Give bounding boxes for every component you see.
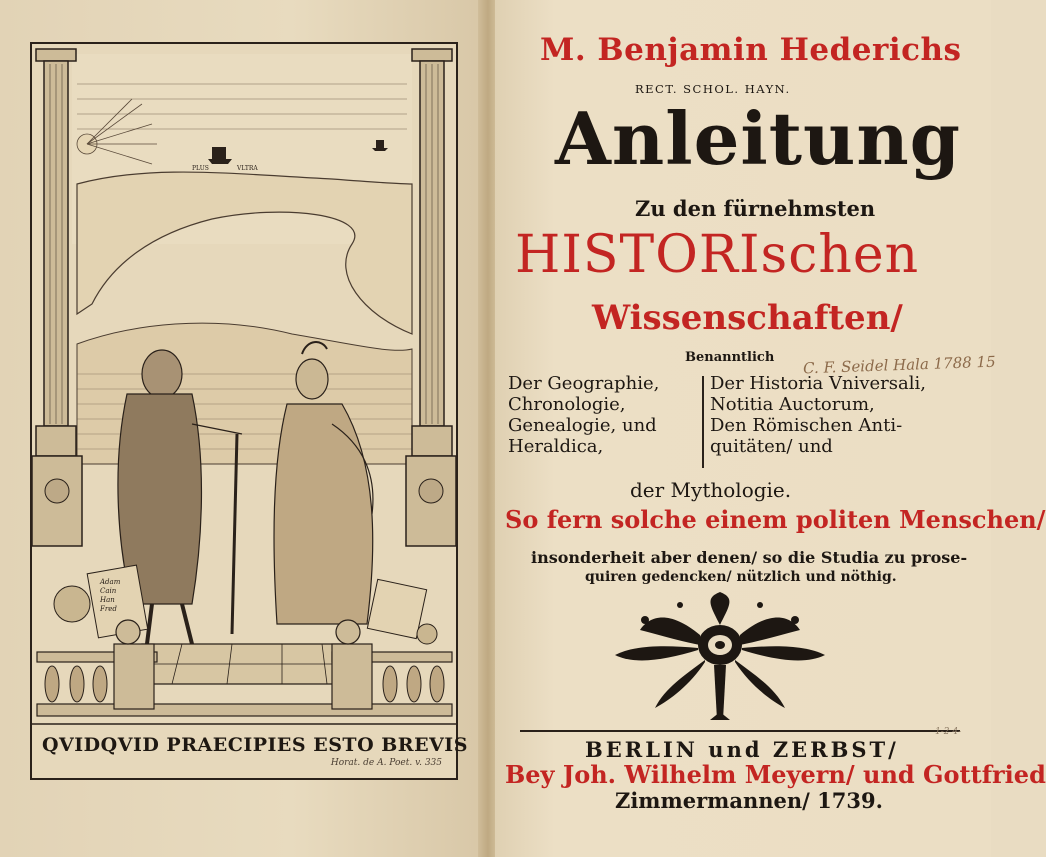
so-fern-line: So fern solche einem politen Menschen/	[505, 505, 1046, 534]
author-name: M. Benjamin Hederichs	[540, 32, 962, 68]
map-label-plus: PLUS	[192, 165, 209, 172]
engraver-signature: Horat. de A. Poet. v. 335	[330, 758, 442, 768]
author-title: RECT. SCHOL. HAYN.	[635, 82, 791, 96]
subject-item: Notitia Auctorum,	[710, 394, 875, 415]
benanntlich-label: Benanntlich	[685, 350, 775, 365]
subtitle-line-zu: Zu den fürnehmsten	[635, 196, 876, 221]
subjects-right-column	[710, 373, 926, 457]
subject-item: Heraldica,	[508, 436, 604, 457]
main-title: Anleitung	[555, 96, 962, 181]
mythologie-line: der Mythologie.	[630, 478, 792, 502]
imprint-printer: Bey Joh. Wilhelm Meyern/ und Gottfried	[505, 760, 1046, 789]
book-inscription-line: Cain	[100, 587, 117, 595]
lion-mask-icon	[45, 479, 69, 503]
insonderheit-line: insonderheit aber denen/ so die Studia zu prose-	[531, 548, 968, 567]
subjects-left-column	[508, 373, 659, 457]
floral-ornament-icon	[610, 590, 830, 725]
column-divider	[702, 376, 704, 468]
quiren-line: quiren gedencken/ nützlich und nöthig.	[585, 569, 897, 585]
subtitle-wissenschaften: Wissenschaften/	[592, 298, 903, 338]
imprint-year: Zimmermannen/ 1739.	[615, 788, 883, 813]
subject-item: Genealogie, und	[508, 415, 657, 436]
engraving-illustration	[32, 44, 468, 778]
imprint-rule	[520, 730, 960, 732]
pencil-mark: 1-2 4-	[935, 727, 962, 737]
book-inscription-line: Adam	[100, 578, 121, 586]
book-inscription-line: Fred	[100, 605, 117, 613]
map-label-ultra: VLTRA	[237, 165, 258, 172]
title-page	[495, 0, 1046, 857]
frontispiece-motto: QVIDQVID PRAECIPIES ESTO BREVIS	[42, 734, 468, 756]
lion-mask-icon	[419, 479, 443, 503]
subject-item: quitäten/ und	[710, 436, 833, 457]
engraved-plate	[30, 42, 468, 780]
imprint-city: BERLIN und ZERBST/	[585, 737, 899, 762]
subject-item: Der Historia Vniversali,	[710, 373, 926, 394]
subtitle-historischen: HISTORIschen	[515, 225, 920, 285]
right-column	[406, 49, 456, 546]
subject-item: Chronologie,	[508, 394, 626, 415]
book-inscription-line: Han	[100, 596, 115, 604]
frontispiece-page	[0, 0, 487, 857]
globe-icon	[54, 586, 90, 622]
subject-item: Der Geographie,	[508, 373, 660, 394]
instrument-icon	[417, 624, 437, 644]
handwritten-ownership-note: C. F. Seidel Hala 1788 15	[802, 352, 996, 378]
subject-item: Den Römischen Anti-	[710, 415, 903, 436]
